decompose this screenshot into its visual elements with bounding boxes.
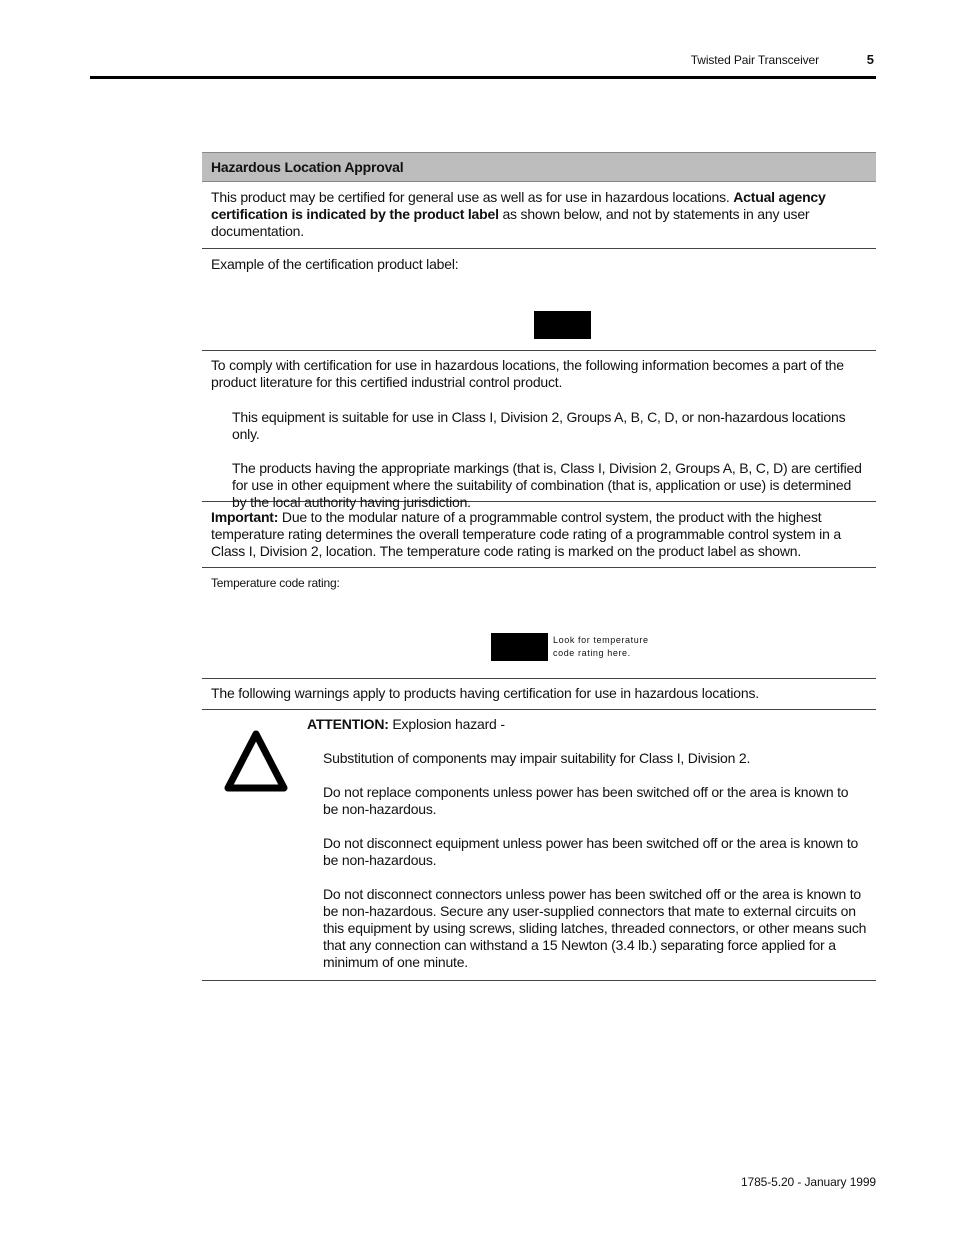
label-example-caption: Example of the certification product label: — [211, 256, 459, 272]
temperature-note-line2: code rating here. — [553, 648, 631, 658]
attention-item: Do not replace components unless power has been switched off or the area is known to be non-hazardous. — [323, 784, 849, 817]
intro-paragraph — [211, 189, 867, 240]
suitable-paragraph: This equipment is suitable for use in Class I, Division 2, Groups A, B, C, D, or non-hazardous locations only. — [232, 409, 846, 442]
warning-triangle-icon — [223, 728, 289, 794]
footer-doc-id: 1785-5.20 - January 1999 — [740, 1175, 876, 1189]
temperature-note-line1: Look for temperature — [553, 635, 649, 645]
important-text: Due to the modular nature of a programmable control system, the product with the highest temperature rating determines the overall temperature code rating of a programmable control system in a Class I, Division 2, location. The temperature code rating is marked on the product label as shown. — [211, 509, 841, 559]
temperature-row — [202, 568, 876, 679]
compliance-row — [202, 351, 876, 510]
important-label: Important: — [211, 509, 279, 525]
warnings-intro-row — [202, 679, 876, 710]
attention-item: Do not disconnect equipment unless power has been switched off or the area is known to be non-hazardous. — [323, 835, 859, 868]
page-number: 5 — [866, 52, 874, 67]
important-row — [202, 502, 876, 568]
intro-row — [202, 182, 876, 249]
section-title: Hazardous Location Approval — [202, 152, 876, 182]
markings-paragraph: The products having the appropriate markings (that is, Class I, Division 2, Groups A, B, C, D) are certified for use in other equipment where the suitability of combination (that is, application or use) is determined by the local authority having jurisdiction. — [232, 460, 862, 510]
attention-heading — [307, 716, 867, 733]
attention-item: Do not disconnect connectors unless power has been switched off or the area is known to be non-hazardous. Secure any user-supplied connectors that mate to external circuits on this equipment by using screws, sliding latches, threaded connectors, or other means such that any connection can withstand a 15 Newton (3.4 lb.) separating force applied for a minimum of one minute. — [323, 886, 867, 970]
page-header — [90, 52, 876, 79]
intro-text: This product may be certified for general use as well as for use in hazardous locations. — [211, 189, 734, 205]
warnings-intro: The following warnings apply to products having certification for use in hazardous locations. — [211, 685, 759, 701]
temperature-note — [553, 634, 649, 660]
attention-item: Substitution of components may impair suitability for Class I, Division 2. — [323, 750, 751, 766]
attention-content — [307, 716, 867, 971]
temperature-label-image — [491, 633, 548, 661]
temperature-caption: Temperature code rating: — [211, 576, 340, 590]
attention-row — [202, 710, 876, 981]
intro-text-end: as shown below, and not by statements in any user documentation. — [211, 206, 810, 239]
header-title: Twisted Pair Transceiver — [690, 53, 819, 67]
attention-label: ATTENTION: — [307, 716, 389, 732]
label-example-row — [202, 249, 876, 351]
certification-label-image — [534, 311, 591, 339]
important-paragraph — [211, 509, 867, 560]
hazardous-location-table — [202, 152, 876, 981]
attention-text: Explosion hazard - — [388, 716, 505, 732]
intro-bold-text: Actual agency certification is indicated by the product label — [211, 189, 826, 222]
comply-paragraph: To comply with certification for use in hazardous locations, the following information becomes a part of the product literature for this certified industrial control product. — [211, 357, 844, 390]
